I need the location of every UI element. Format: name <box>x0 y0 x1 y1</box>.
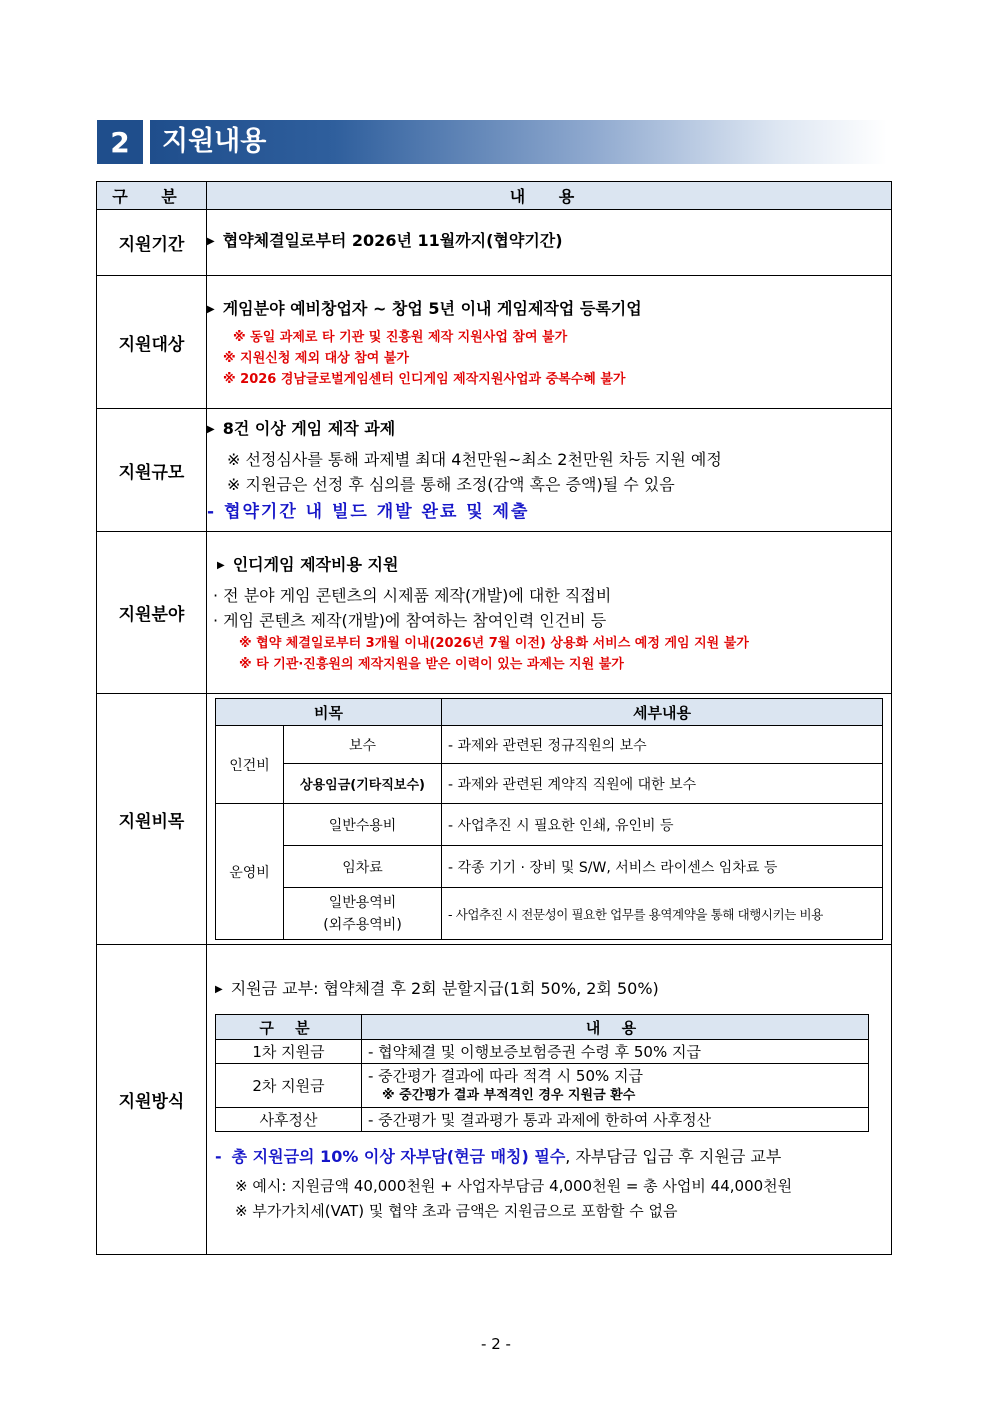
method-round: 2차 지원금 <box>216 1064 362 1108</box>
label-method: 지원방식 <box>97 945 207 1255</box>
cost-item: 일반수용비 <box>284 804 442 846</box>
field-note: ※ 타 기관·진흥원의 제작지원을 받은 이력이 있는 과제는 지원 불가 <box>239 657 624 672</box>
field-item: · 게임 콘텐츠 제작(개발)에 참여하는 참여인력 인건비 등 <box>213 611 607 630</box>
triangle-bullet-icon: ▶ <box>217 560 225 571</box>
cost-detail: - 사업추진 시 전문성이 필요한 업무를 용역계약을 통해 대행시키는 비용 <box>442 888 883 940</box>
method-highlight-tail: , 자부담금 입금 후 지원금 교부 <box>565 1147 782 1166</box>
cost-detail: - 과제와 관련된 계약직 직원에 대한 보수 <box>442 764 883 804</box>
method-detail: - 협약체결 및 이행보증보험증권 수령 후 50% 지급 <box>362 1040 869 1064</box>
method-dash: - <box>215 1147 222 1166</box>
row-field <box>97 532 892 694</box>
header-content: 내 용 <box>207 182 892 210</box>
section-title: 지원내용 <box>162 126 267 157</box>
row-period <box>97 210 892 276</box>
method-head-category: 구 분 <box>216 1015 362 1040</box>
triangle-bullet-icon: ▶ <box>207 236 215 247</box>
target-note: ※ 동일 과제로 타 기관 및 진흥원 제작 지원사업 참여 불가 <box>233 330 568 345</box>
table-row <box>216 888 883 940</box>
table-header-row <box>97 182 892 210</box>
field-note: ※ 협약 체결일로부터 3개월 이내(2026년 7월 이전) 상용화 서비스 예정 게임 지원 불가 <box>239 636 749 651</box>
cost-detail: - 사업추진 시 필요한 인쇄, 유인비 등 <box>442 804 883 846</box>
method-text: 지원금 교부: 협약체결 후 2회 분할지급(1회 50%, 2회 50%) <box>230 979 659 998</box>
method-round: 1차 지원금 <box>216 1040 362 1064</box>
cost-detail: - 각종 기기 · 장비 및 S/W, 서비스 라이센스 임차료 등 <box>442 846 883 888</box>
cost-item: 상용임금(기타직보수) <box>284 764 442 804</box>
period-text: 협약체결일로부터 2026년 11월까지(협약기간) <box>222 231 563 250</box>
cost-head-detail: 세부내용 <box>442 699 883 726</box>
cost-head-item: 비목 <box>216 699 442 726</box>
table-row <box>216 1064 869 1108</box>
method-highlight: 총 지원금의 10% 이상 자부담(현금 매칭) 필수 <box>231 1147 566 1166</box>
scale-text: 8건 이상 게임 제작 과제 <box>222 418 396 438</box>
field-item: · 전 분야 게임 콘텐츠의 시제품 제작(개발)에 대한 직접비 <box>213 586 612 605</box>
table-row <box>216 1108 869 1132</box>
label-cost: 지원비목 <box>97 694 207 945</box>
method-sub-note: ※ 중간평가 결과 부적격인 경우 지원금 환수 <box>382 1087 636 1103</box>
cost-detail: - 과제와 관련된 정규직원의 보수 <box>442 726 883 764</box>
method-detail: - 중간평가 결과에 따라 적격 시 50% 지급 <box>368 1066 643 1085</box>
scale-note: ※ 지원금은 선정 후 심의를 통해 조정(감액 혹은 증액)될 수 있음 <box>227 474 675 494</box>
scale-highlight: 협약기간 내 빌드 개발 완료 및 제출 <box>224 501 530 522</box>
cost-item: 일반용역비 (외주용역비) <box>284 888 442 940</box>
field-text: 인디게임 제작비용 지원 <box>232 555 399 574</box>
label-scale: 지원규모 <box>97 409 207 532</box>
section-number: 2 <box>97 120 143 164</box>
page-number: - 2 - <box>481 1335 511 1353</box>
method-round: 사후정산 <box>216 1108 362 1132</box>
table-row <box>216 726 883 764</box>
target-note: ※ 2026 경남글로벌게임센터 인디게임 제작지원사업과 중복수혜 불가 <box>223 372 626 387</box>
method-head-content: 내 용 <box>362 1015 869 1040</box>
cost-group-name: 인건비 <box>216 726 284 804</box>
cost-group-name: 운영비 <box>216 804 284 940</box>
triangle-bullet-icon: ▶ <box>207 304 215 315</box>
table-row <box>216 1040 869 1064</box>
target-note: ※ 지원신청 제외 대상 참여 불가 <box>223 351 409 366</box>
table-row <box>216 804 883 846</box>
row-cost <box>97 694 892 945</box>
row-target <box>97 276 892 409</box>
row-scale <box>97 409 892 532</box>
method-note: ※ 예시: 지원금액 40,000천원 + 사업자부담금 4,000천원 = 총 사업비 44,000천원 <box>235 1177 793 1195</box>
triangle-bullet-icon: ▶ <box>215 984 223 995</box>
section-title-bar <box>150 120 887 164</box>
row-method <box>97 945 892 1255</box>
header-category: 구 분 <box>97 182 207 210</box>
cost-item: 보수 <box>284 726 442 764</box>
label-field: 지원분야 <box>97 532 207 694</box>
section-header <box>97 120 887 164</box>
scale-note: ※ 선정심사를 통해 과제별 최대 4천만원~최소 2천만원 차등 지원 예정 <box>227 449 722 469</box>
method-table <box>215 1014 869 1132</box>
target-text: 게임분야 예비창업자 ~ 창업 5년 이내 게임제작업 등록기업 <box>222 299 642 318</box>
cost-item: 임차료 <box>284 846 442 888</box>
scale-dash: - <box>207 501 215 522</box>
label-target: 지원대상 <box>97 276 207 409</box>
triangle-bullet-icon: ▶ <box>207 423 215 435</box>
method-note: ※ 부가가치세(VAT) 및 협약 초과 금액은 지원금으로 포함할 수 없음 <box>235 1202 678 1220</box>
support-content-table <box>96 181 892 1255</box>
label-period: 지원기간 <box>97 210 207 276</box>
table-row <box>216 846 883 888</box>
cost-table <box>215 698 883 940</box>
method-detail: - 중간평가 및 결과평가 통과 과제에 한하여 사후정산 <box>362 1108 869 1132</box>
table-row <box>216 764 883 804</box>
